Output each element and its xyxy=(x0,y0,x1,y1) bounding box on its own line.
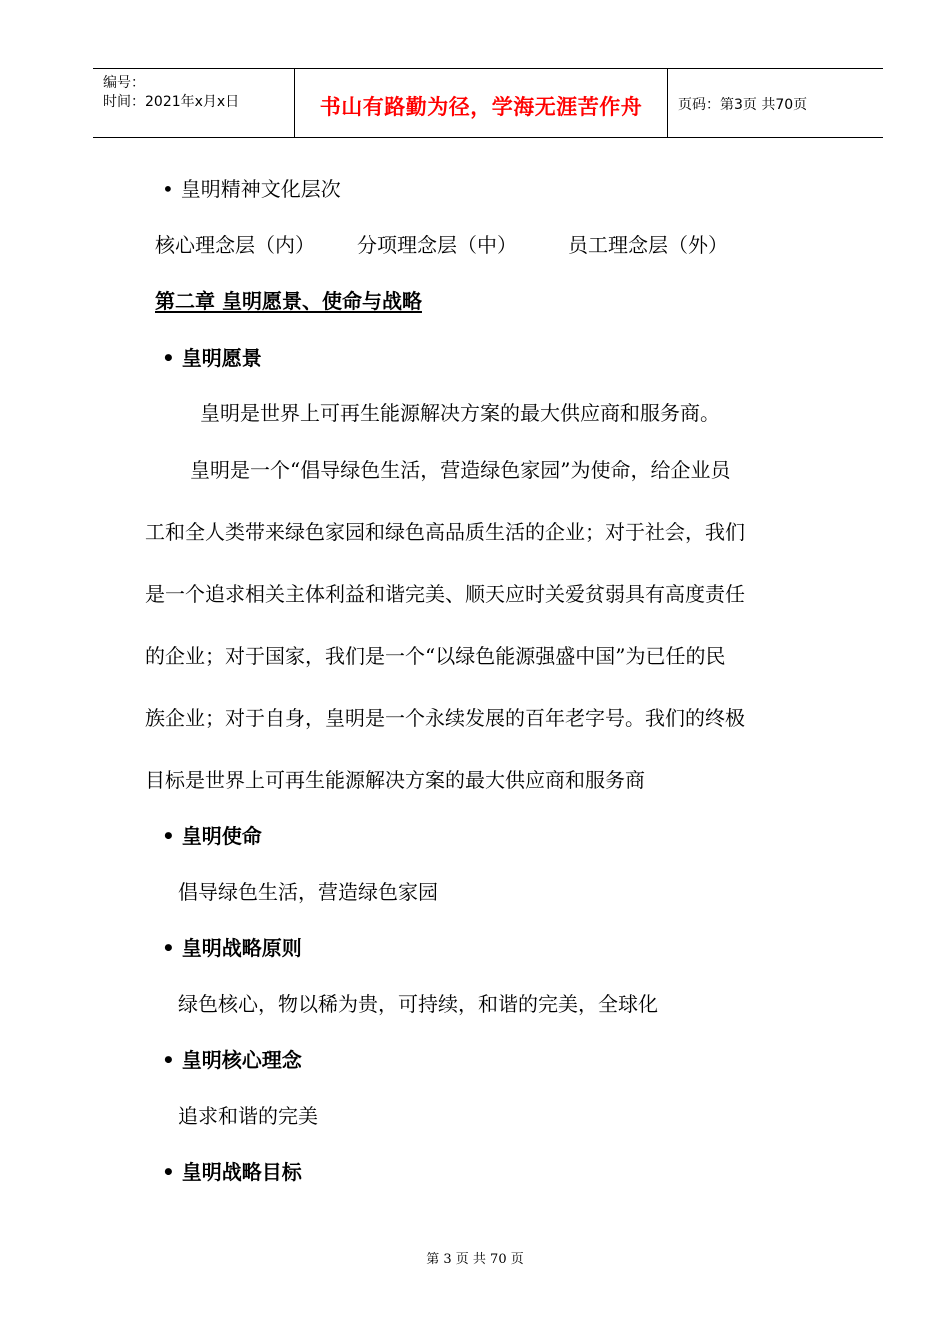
strategy-principle-heading xyxy=(162,932,302,961)
level-staff: 员工理念层（外） xyxy=(568,233,728,257)
page-footer: 第 3 页 共 70 页 xyxy=(426,1252,524,1267)
time-value: 2021年x月x日 xyxy=(145,94,240,110)
level-core: 核心理念层（内） xyxy=(155,233,315,257)
page-info: 页码：第3页 共70页 xyxy=(678,97,808,113)
bullet: • xyxy=(162,936,175,960)
bullet: • xyxy=(162,346,175,370)
vision-paragraph-line: 目标是世界上可再生能源解决方案的最大供应商和服务商 xyxy=(145,768,645,792)
core-concept-heading xyxy=(162,1044,302,1073)
mission-heading-text: 皇明使命 xyxy=(181,824,262,848)
vision-paragraph-line: 族企业；对于自身，皇明是一个永续发展的百年老字号。我们的终极 xyxy=(145,706,745,730)
culture-levels-heading-text: 皇明精神文化层次 xyxy=(180,177,341,201)
culture-levels-heading xyxy=(162,173,341,202)
bullet: • xyxy=(162,1048,175,1072)
strategy-principle-heading-text: 皇明战略原则 xyxy=(181,936,302,960)
vision-paragraph-line: 工和全人类带来绿色家园和绿色高品质生活的企业；对于社会，我们 xyxy=(145,520,745,544)
vision-heading-text: 皇明愿景 xyxy=(181,346,262,370)
header-page-cell xyxy=(668,69,883,137)
mission-heading xyxy=(162,820,262,849)
strategy-goal-heading xyxy=(162,1156,302,1185)
mission-text: 倡导绿色生活，营造绿色家园 xyxy=(178,880,438,904)
header-motto-cell xyxy=(295,69,668,137)
bullet: • xyxy=(162,824,175,848)
vision-paragraph-line: 皇明是一个“倡导绿色生活，营造绿色家园”为使命，给企业员 xyxy=(190,458,731,482)
number-label: 编号： xyxy=(103,75,145,91)
strategy-goal-heading-text: 皇明战略目标 xyxy=(181,1160,302,1184)
vision-paragraph-line: 是一个追求相关主体利益和谐完美、顺天应时关爱贫弱具有高度责任 xyxy=(145,582,745,606)
chapter-title: 第二章 皇明愿景、使命与战略 xyxy=(155,289,422,313)
core-concept-heading-text: 皇明核心理念 xyxy=(181,1048,302,1072)
time-label: 时间： xyxy=(103,94,145,110)
document-header xyxy=(93,68,883,138)
time-line xyxy=(103,91,239,111)
bullet: • xyxy=(162,177,174,201)
level-sub: 分项理念层（中） xyxy=(357,233,517,257)
strategy-principle-text: 绿色核心，物以稀为贵，可持续，和谐的完美，全球化 xyxy=(178,992,658,1016)
vision-statement: 皇明是世界上可再生能源解决方案的最大供应商和服务商。 xyxy=(200,401,720,425)
motto: 书山有路勤为径，学海无涯苦作舟 xyxy=(319,94,643,119)
bullet: • xyxy=(162,1160,175,1184)
vision-heading xyxy=(162,342,262,371)
header-meta-cell xyxy=(93,69,295,137)
core-concept-text: 追求和谐的完美 xyxy=(178,1104,318,1128)
vision-paragraph-line: 的企业；对于国家，我们是一个“以绿色能源强盛中国”为已任的民 xyxy=(145,644,726,668)
